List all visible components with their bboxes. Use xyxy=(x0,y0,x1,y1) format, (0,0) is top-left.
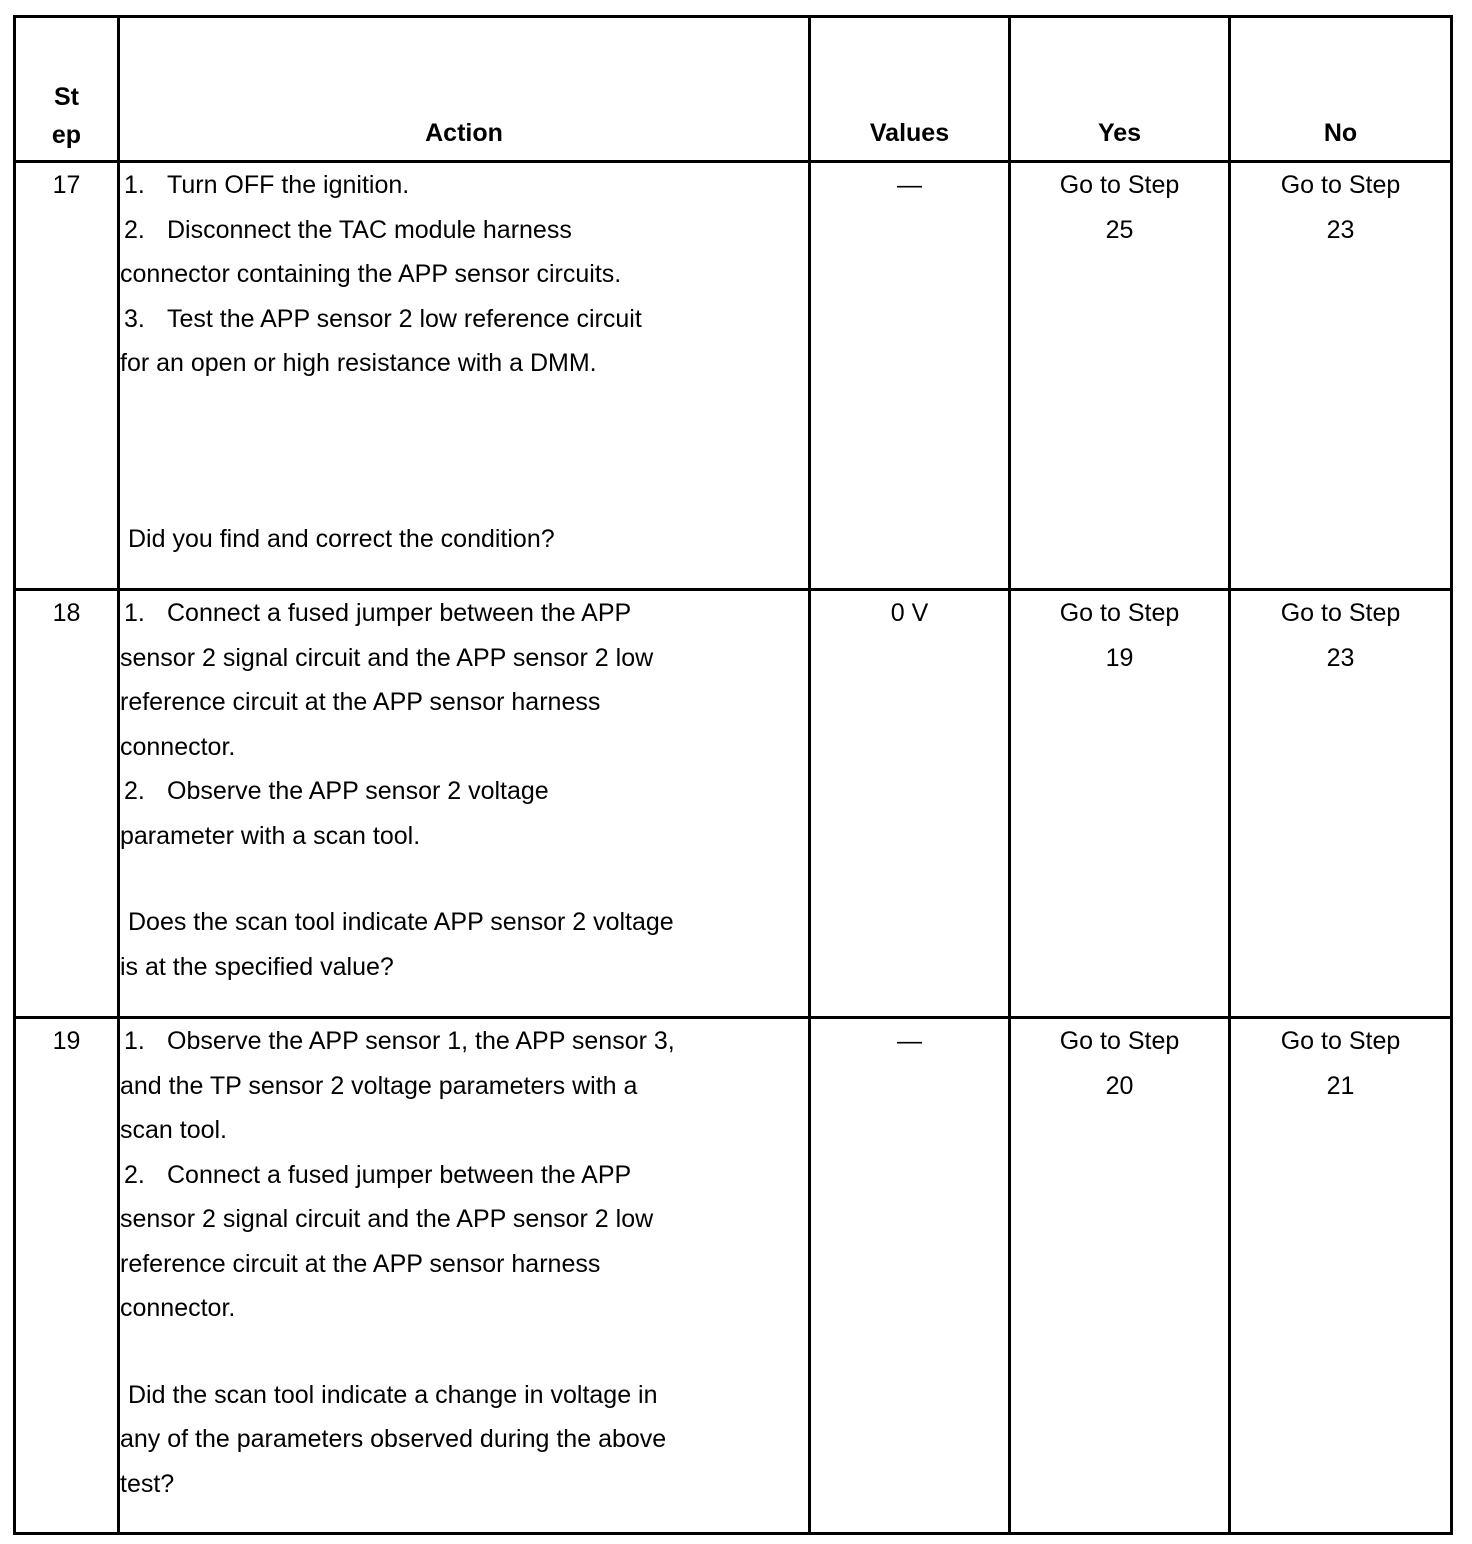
no-goto: Go to Step 21 xyxy=(1230,1018,1452,1534)
action-item: 2. Disconnect the TAC module harness connector containing the APP sensor circuits. xyxy=(120,215,622,288)
action-item: 1. Connect a fused jumper between the APP sensor 2 signal circuit and the APP sensor 2 low reference circuit at the APP sensor harness connector. xyxy=(120,599,654,761)
action-item: 3. Test the APP sensor 2 low reference circuit for an open or high resistance with a DMM. xyxy=(120,304,642,377)
action-item: 1. Observe the APP sensor 1, the APP sensor 3, and the TP sensor 2 voltage parameters with a scan tool. xyxy=(120,1027,675,1144)
no-goto: Go to Step 23 xyxy=(1230,590,1452,1018)
action-question: Did you find and correct the condition? xyxy=(128,524,555,553)
table-row xyxy=(15,1018,1452,1534)
action-question: Did the scan tool indicate a change in voltage in any of the parameters observed during the above test? xyxy=(120,1380,667,1498)
step-number: 18 xyxy=(15,590,119,1018)
header-values: Values xyxy=(810,17,1010,162)
step-number: 17 xyxy=(15,162,119,590)
header-action: Action xyxy=(119,17,810,162)
diagnostic-table xyxy=(13,15,1453,1535)
action-cell xyxy=(119,162,810,590)
yes-goto: Go to Step 19 xyxy=(1010,590,1230,1018)
no-goto: Go to Step 23 xyxy=(1230,162,1452,590)
value-cell: — xyxy=(810,1018,1010,1534)
action-item: 2. Connect a fused jumper between the APP sensor 2 signal circuit and the APP sensor 2 low reference circuit at the APP sensor harness connector. xyxy=(120,1160,654,1322)
step-number: 19 xyxy=(15,1018,119,1534)
value-cell: 0 V xyxy=(810,590,1010,1018)
action-item: 1. Turn OFF the ignition. xyxy=(124,171,410,199)
value-cell: — xyxy=(810,162,1010,590)
header-step: St ep xyxy=(15,17,119,162)
table-row xyxy=(15,162,1452,590)
table-header-row xyxy=(15,17,1452,162)
action-item: 2. Observe the APP sensor 2 voltage parameter with a scan tool. xyxy=(120,777,549,850)
yes-goto: Go to Step 20 xyxy=(1010,1018,1230,1534)
action-cell xyxy=(119,590,810,1018)
table-row xyxy=(15,590,1452,1018)
header-no: No xyxy=(1230,17,1452,162)
yes-goto: Go to Step 25 xyxy=(1010,162,1230,590)
action-question: Does the scan tool indicate APP sensor 2 voltage is at the specified value? xyxy=(120,908,674,981)
action-cell xyxy=(119,1018,810,1534)
header-yes: Yes xyxy=(1010,17,1230,162)
